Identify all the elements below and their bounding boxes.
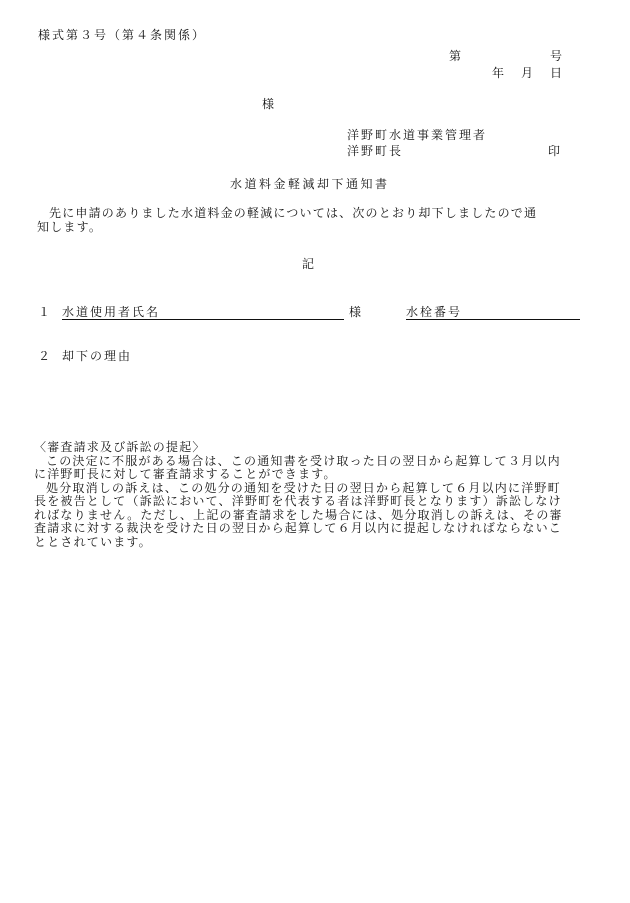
item1-number: １ xyxy=(38,305,53,319)
notice-p2-line1: 処分取消しの訴えは、この処分の通知を受けた日の翌日から起算して６月以内に洋野町 xyxy=(46,480,561,495)
appeal-notice xyxy=(34,441,563,549)
doc-number-go: 号 xyxy=(550,49,565,63)
user-name-label-text: 水道使用者氏名 xyxy=(62,305,161,319)
rejection-reason-label: 却下の理由 xyxy=(62,349,133,363)
notice-p2-line4: 査請求に対する裁決を受けた日の翌日から起算して６月以内に提起しなければならないこ xyxy=(34,521,563,535)
notice-p1-line1: この決定に不服がある場合は、この通知書を受け取った日の翌日から起算して３月以内 xyxy=(46,453,561,468)
issuer-line1: 洋野町水道事業管理者 xyxy=(347,128,488,142)
document-title: 水道料金軽減却下通知書 xyxy=(230,177,390,191)
body-text xyxy=(37,207,537,234)
date-month: 月 xyxy=(521,66,536,80)
body-line-2: 知します。 xyxy=(37,219,103,234)
date-year: 年 xyxy=(492,66,507,80)
notice-p1-line2: に洋野町長に対して審査請求することができます。 xyxy=(34,467,337,481)
date-day: 日 xyxy=(550,66,565,80)
notice-p2-line5: ととされています。 xyxy=(34,534,152,549)
seal-mark: 印 xyxy=(548,144,563,158)
meter-number-label-text: 水栓番号 xyxy=(406,305,463,319)
notice-p2-line2: 長を被告として（訴訟において、洋野町を代表する者は洋野町長となります）訴訟しなけ xyxy=(34,494,562,508)
issuer-line2: 洋野町長 xyxy=(347,144,404,158)
meter-number-label xyxy=(406,305,580,320)
user-name-sama: 様 xyxy=(349,305,364,319)
form-identifier: 様式第３号（第４条関係） xyxy=(38,28,207,42)
ki-mark: 記 xyxy=(302,257,317,271)
item2-number: ２ xyxy=(38,349,53,363)
user-name-label xyxy=(62,305,344,320)
body-line-1: 先に申請のありました水道料金の軽減については、次のとおり却下しましたので通 xyxy=(49,206,538,220)
doc-number-dai: 第 xyxy=(449,49,464,63)
addressee-sama: 様 xyxy=(262,97,277,111)
notice-p2-line3: ればなりません。ただし、上記の審査請求をした場合には、処分取消しの訴えは、その審 xyxy=(34,507,563,522)
notice-heading: 〈審査請求及び訴訟の提起〉 xyxy=(34,440,206,454)
